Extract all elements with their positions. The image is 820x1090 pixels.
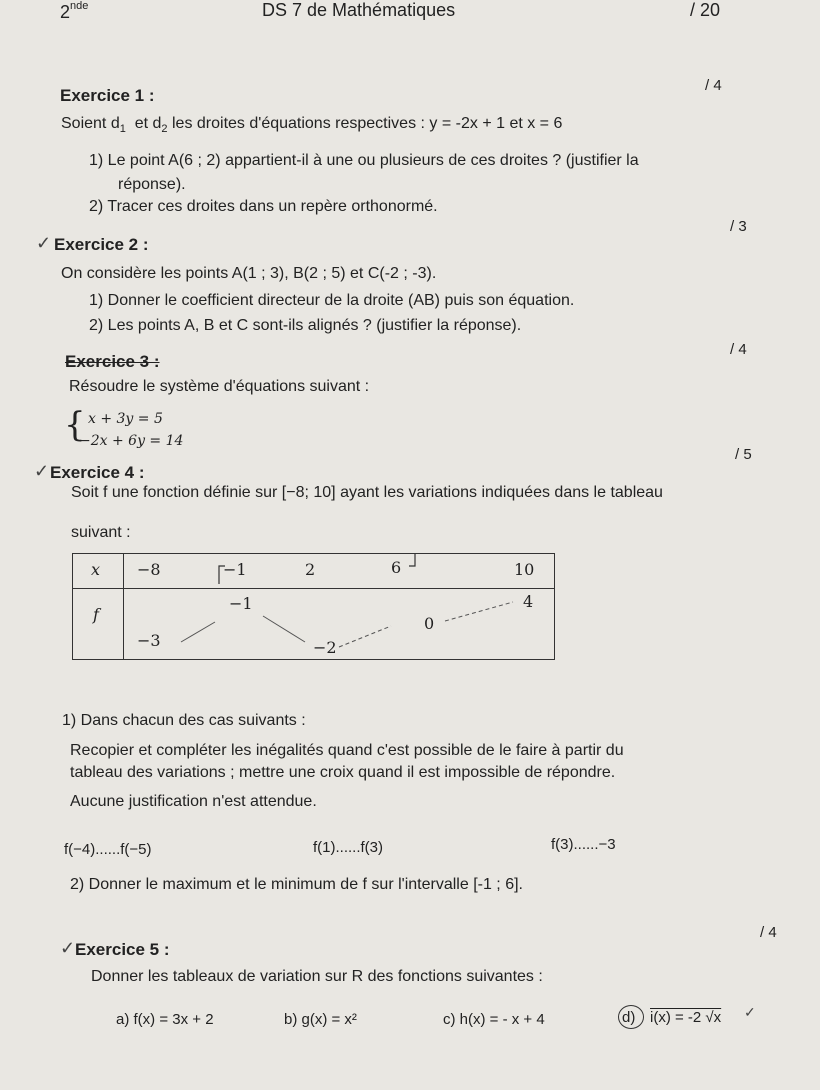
ex5-title: Exercice 5 : (75, 940, 170, 959)
table-x-header: x (91, 560, 101, 579)
tick-mark-extra: ✓ (744, 1004, 756, 1020)
ex1-q1-line1: 1) Le point A(6 ; 2) appartient-il à une ou plusieurs de ces droites ? (justifier la (89, 152, 639, 169)
arrow-up-segment-1 (181, 622, 215, 642)
ex1-intro-c: les droites d'équations respectives : y = -2x + 1 et x = 6 (167, 115, 563, 132)
ex4-q2: 2) Donner le maximum et le minimum de f sur l'intervalle [-1 ; 6]. (70, 876, 523, 893)
inequality-2: f(1)......f(3) (313, 839, 384, 856)
ex5-intro: Donner les tableaux de variation sur R des fonctions suivantes : (91, 968, 543, 985)
f-value: 0 (424, 614, 435, 633)
ex4-intro-line2: suivant : (71, 524, 131, 541)
inequality-3: f(3)......−3 (551, 836, 616, 853)
right-bracket-mark (409, 554, 415, 566)
arrow-up-segment-2 (339, 626, 391, 647)
ex4-points: / 5 (735, 446, 752, 463)
total-points: / 20 (690, 0, 721, 20)
variation-table (72, 553, 555, 660)
ex1-d1-subscript: 1 (119, 123, 126, 135)
ex5-points: / 4 (760, 924, 777, 941)
ex3-equation-2: −2x + 6y = 14 (79, 433, 184, 449)
ex4-title: Exercice 4 : (50, 463, 145, 482)
ex4-q1-line2: tableau des variations ; mettre une croix quand il est impossible de répondre. (70, 764, 616, 781)
arrow-down-segment (263, 616, 305, 642)
class-level-suffix: nde (70, 0, 89, 12)
ex5-function-d: i(x) = -2 √x (650, 1009, 722, 1026)
f-value: −2 (313, 638, 337, 657)
x-value: 6 (391, 558, 402, 577)
ex5-function-a: a) f(x) = 3x + 2 (116, 1011, 214, 1028)
ex1-points: / 4 (705, 77, 722, 94)
f-value: 4 (523, 592, 534, 611)
class-level-number: 2 (60, 2, 71, 22)
system-brace: { (64, 405, 86, 445)
x-value: −1 (223, 560, 247, 579)
class-level (60, 2, 88, 23)
ex1-title: Exercice 1 : (60, 86, 155, 105)
ex3-points: / 4 (730, 341, 747, 358)
x-value: −8 (137, 560, 161, 579)
x-value: 10 (514, 560, 535, 579)
ex3-intro: Résoudre le système d'équations suivant : (69, 378, 370, 395)
ex2-title: Exercice 2 : (54, 235, 149, 254)
ex2-q1: 1) Donner le coefficient directeur de la droite (AB) puis son équation. (89, 292, 575, 309)
left-bracket-mark (219, 566, 225, 584)
ex5-function-d-label: d) (622, 1009, 636, 1026)
inequality-1: f(−4)......f(−5) (64, 841, 152, 858)
ex1-q2: 2) Tracer ces droites dans un repère orthonormé. (89, 198, 438, 215)
page-title: DS 7 de Mathématiques (262, 0, 456, 20)
ex1-intro-a: Soient d (61, 115, 120, 132)
f-value: −3 (137, 631, 161, 650)
ex4-intro-line1: Soit f une fonction définie sur [−8; 10] ayant les variations indiquées dans le tableau (71, 484, 663, 501)
ex4-q1-line3: Aucune justification n'est attendue. (70, 793, 317, 810)
ex5-function-b: b) g(x) = x² (284, 1011, 357, 1028)
tick-mark-ex2: ✓ (36, 233, 52, 253)
tick-mark-ex5: ✓ (60, 938, 76, 958)
ex4-q1-title: 1) Dans chacun des cas suivants : (62, 712, 306, 729)
ex5-function-c: c) h(x) = - x + 4 (443, 1011, 545, 1028)
ex4-q1-line1: Recopier et compléter les inégalités quand c'est possible de le faire à partir du (70, 742, 624, 759)
ex3-equation-1: x + 3y = 5 (88, 411, 163, 427)
x-value: 2 (305, 560, 316, 579)
arrow-up-segment-3 (445, 602, 513, 621)
ex1-intro-b: et d (134, 115, 162, 132)
f-value: −1 (229, 594, 253, 613)
variation-arrows (73, 554, 556, 661)
ex2-points: / 3 (730, 218, 747, 235)
tick-mark-ex4: ✓ (34, 461, 50, 481)
ex1-d2-subscript: 2 (161, 123, 168, 135)
ex1-q1-line2: réponse). (118, 176, 186, 193)
ex1-intro (61, 115, 562, 133)
ex2-q2: 2) Les points A, B et C sont-ils alignés ? (justifier la réponse). (89, 317, 522, 334)
table-f-header: f (93, 605, 99, 624)
ex2-intro: On considère les points A(1 ; 3), B(2 ; 5) et C(-2 ; -3). (61, 265, 437, 282)
ex3-title: Exercice 3 : (65, 352, 160, 371)
